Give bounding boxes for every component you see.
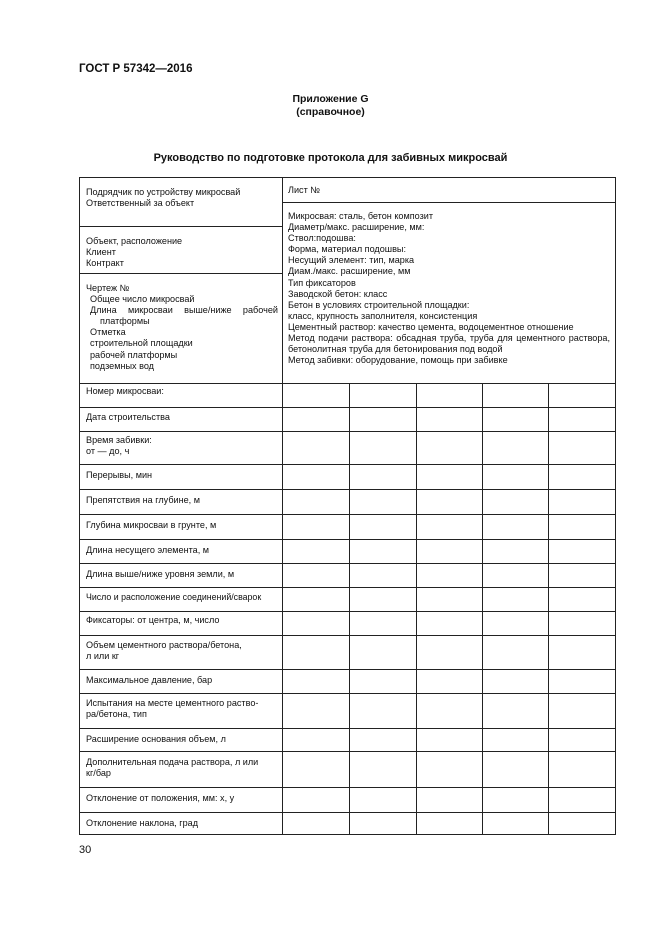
row-divider <box>79 464 615 465</box>
row-label: Дата строительства <box>86 412 170 422</box>
spec-line: Форма, материал подошвы: <box>288 244 406 255</box>
spec-line: Диаметр/макс. расширение, мм: <box>288 222 425 233</box>
table-border <box>79 177 616 178</box>
contractor-label: Подрядчик по устройству микросвай <box>86 187 241 197</box>
row-label: Максимальное давление, бар <box>86 675 213 685</box>
row-label: Длина несущего элемента, м <box>86 545 210 555</box>
row-divider <box>79 834 615 835</box>
column-divider <box>282 383 283 834</box>
table-border <box>615 177 616 835</box>
row-divider <box>79 611 615 612</box>
contract-label: Контракт <box>86 258 124 269</box>
spec-line: Диам./макс. расширение, мм <box>288 266 411 277</box>
row-divider <box>79 787 615 788</box>
appendix-heading <box>0 93 661 119</box>
row-label: Препятствия на глубине, м <box>86 495 200 505</box>
protocol-table <box>79 177 615 834</box>
responsible-label: Ответственный за объект <box>86 198 195 209</box>
row-divider <box>79 383 615 384</box>
object-label: Объект, расположение <box>86 236 183 246</box>
row-divider <box>79 669 615 670</box>
row-label: Номер микросваи: <box>86 386 164 396</box>
row-divider <box>79 407 615 408</box>
row-label: Число и расположение соединений/сварок <box>86 592 262 602</box>
row-divider <box>79 812 615 813</box>
spec-line: Метод забивки: оборудование, помощь при забивке <box>288 355 508 366</box>
column-divider <box>282 177 283 383</box>
row-label: Время забивки: от — до, ч <box>86 435 152 457</box>
contractor-block <box>86 187 240 209</box>
spec-line: Несущий элемент: тип, марка <box>288 255 415 266</box>
spec-line: Микросвая: сталь, бетон композит <box>288 211 434 221</box>
row-divider <box>79 751 615 752</box>
column-divider <box>416 383 417 834</box>
spec-line: Метод подачи раствора: обсадная труба, труба для цементного раствора, бетонолитная труба для бетонирования под водой <box>288 333 610 355</box>
object-block <box>86 236 182 269</box>
row-divider <box>79 514 615 515</box>
document-code: ГОСТ Р 57342—2016 <box>79 63 193 75</box>
row-label: Объем цементного раствора/бетона, л или кг <box>86 640 242 662</box>
pile-specification-block <box>288 211 610 366</box>
spec-line: Цементный раствор: качество цемента, водоцементное отношение <box>288 321 574 332</box>
row-label: Фиксаторы: от центра, м, число <box>86 615 220 625</box>
spec-line: Ствол:подошва: <box>288 233 356 244</box>
working-platform-label: рабочей платформы <box>90 349 178 360</box>
pile-count-label: Общее число микросвай <box>90 294 195 305</box>
row-divider <box>79 489 615 490</box>
site-label: строительной площадки <box>90 338 193 349</box>
column-divider <box>482 383 483 834</box>
row-label: Отклонение наклона, град <box>86 818 199 828</box>
row-divider <box>79 273 282 274</box>
document-title: Руководство по подготовке протокола для забивных микросвай <box>153 152 508 164</box>
row-divider <box>79 587 615 588</box>
row-divider <box>282 202 615 203</box>
spec-line: Заводской бетон: класс <box>288 288 388 299</box>
row-divider <box>79 226 282 227</box>
appendix-note: (справочное) <box>296 106 365 118</box>
row-label: Дополнительная подача раствора, л или кг/бар <box>86 757 259 779</box>
row-divider <box>79 693 615 694</box>
spec-line: класс, крупность заполнителя, консистенция <box>288 310 478 321</box>
row-divider <box>79 728 615 729</box>
drawing-number-label: Чертеж № <box>86 283 130 293</box>
column-divider <box>349 383 350 834</box>
spec-line: Бетон в условиях строительной площадки: <box>288 299 470 310</box>
drawing-block <box>86 283 278 372</box>
pile-length-label: Длина микросваи выше/ниже рабочей <box>90 305 278 316</box>
groundwater-label: подземных вод <box>90 360 154 371</box>
page-number: 30 <box>79 844 92 856</box>
row-label: Расширение основания объем, л <box>86 734 226 744</box>
elevation-label: Отметка <box>90 327 126 338</box>
client-label: Клиент <box>86 247 116 258</box>
sheet-number-label: Лист № <box>288 185 321 195</box>
appendix-label: Приложение G <box>292 93 369 105</box>
row-label: Длина выше/ниже уровня земли, м <box>86 569 235 579</box>
row-divider <box>79 635 615 636</box>
row-divider <box>79 539 615 540</box>
column-divider <box>548 383 549 834</box>
table-border <box>79 177 80 835</box>
platform-label: платформы <box>100 316 150 327</box>
row-divider <box>79 563 615 564</box>
spec-line: Тип фиксаторов <box>288 277 356 288</box>
row-label: Испытания на месте цементного раство- ра/бетона, тип <box>86 698 259 720</box>
row-label: Перерывы, мин <box>86 470 153 480</box>
row-divider <box>79 431 615 432</box>
row-label: Отклонение от положения, мм: x, y <box>86 793 235 803</box>
row-label: Глубина микросваи в грунте, м <box>86 520 217 530</box>
